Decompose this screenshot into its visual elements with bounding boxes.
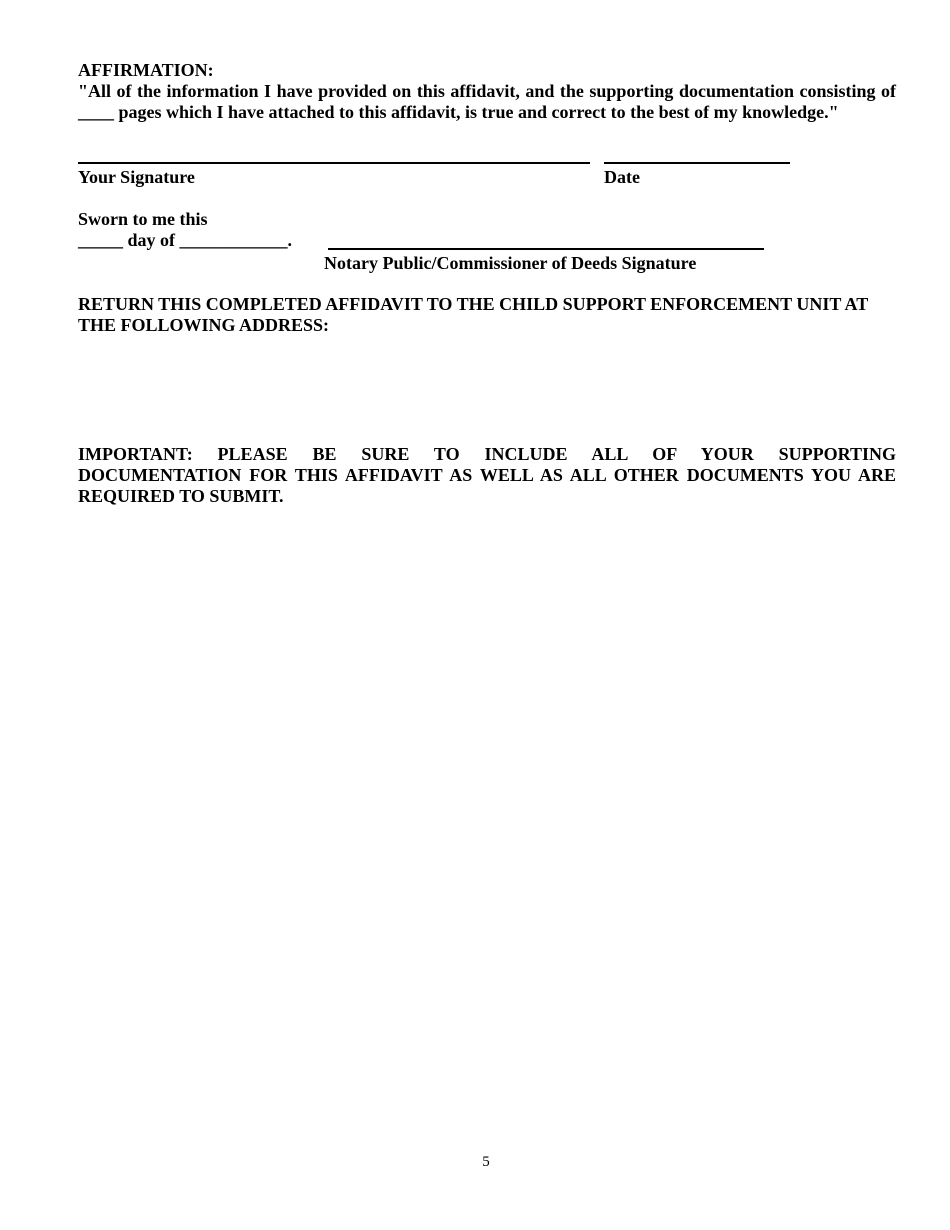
affirmation-heading: AFFIRMATION: [78,60,214,80]
signature-line [78,162,590,164]
notary-signature-line [328,248,764,250]
return-instruction: RETURN THIS COMPLETED AFFIDAVIT TO THE CHILD SUPPORT ENFORCEMENT UNIT AT THE FOLLOWING ADDRESS: [78,294,868,335]
sworn-to-me-text: Sworn to me this [78,209,208,229]
signature-label: Your Signature [78,167,195,187]
important-notice-rest: DOCUMENTATION FOR THIS AFFIDAVIT AS WELL AS ALL OTHER DOCUMENTS YOU ARE REQUIRED TO SUBMIT. [78,465,896,506]
affirmation-statement: "All of the information I have provided on this affidavit, and the supporting documentation consisting of ____ pages which I have attached to this affidavit, is true and correct to the best of my knowledge." [78,81,896,122]
page-number: 5 [482,1154,490,1170]
date-label: Date [604,167,640,187]
important-notice [78,444,896,507]
important-notice-line1: IMPORTANT: PLEASE BE SURE TO INCLUDE ALL OF YOUR SUPPORTING [78,444,896,464]
notary-label: Notary Public/Commissioner of Deeds Signature [324,253,697,273]
sworn-day-line: _____ day of ____________. [78,230,293,250]
date-line [604,162,790,164]
